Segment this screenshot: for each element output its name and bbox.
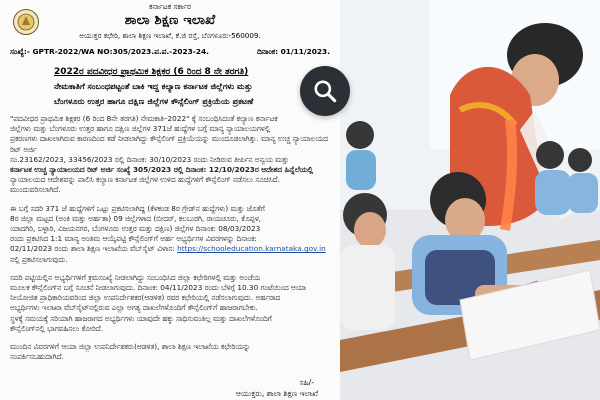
classroom-illustration	[340, 0, 600, 400]
government-title: ಕರ್ನಾಟಕ ಸರ್ಕಾರ	[149, 2, 191, 11]
body-line: ಸದರಿ ಪಟ್ಟಿಯಲ್ಲಿನ ಅಭ್ಯರ್ಥಿಗಳಿಗೆ ಕ್ರಮಸಂಖ್ಯೆ ನೀಡಲಾಗಿದ್ದು ಸಂಬಂಧಿಸಿದ ಜಿಲ್ಲಾ ಕಛೇರಿಗಳಲ್ಲಿ ಮತ್ತು ಅಂಚೆಯ	[10, 272, 261, 282]
body-line: ಸ್ಥಳಕ್ಕೆ ಸಮಯಕ್ಕೆ ಸರಿಯಾಗಿ ಹಾಜರಾಗದ ಅಭ್ಯರ್ಥಿಗಳು ಯಾವುದೇ ಹಕ್ಕು ಸಾಧಿಸುವಂತಿಲ್ಲ ಮತ್ತು ದಾಖಲೆಗಳೊಂದಿಗೆ	[10, 313, 272, 323]
body-line: ನೀಯೋಜಿತ ಪ್ರಾಧಿಕಾರಿಯವರಿಂದ ಜಿಲ್ಲಾ ಉಪನಿರ್ದೇಶಕರ(ಆಡಳಿತ) ರವರ ಕಛೇರಿಯಲ್ಲಿ ನಡೆಸಲಾಗುವುದು. ಅರ್ಹರಾದ	[10, 293, 281, 303]
body-line: ಯಾದಗಿರಿ, ಬಳ್ಳಾರಿ, ವಿಜಯನಗರ, ಬೆಂಗಳೂರು ಉತ್ತರ ಮತ್ತು ದಕ್ಷಿಣ) ಜಿಲ್ಲೆಗಳ ದಿನಾಂಕ: 08/03/2023	[10, 224, 261, 234]
subject-line-3: ಬೆಂಗಳೂರು ಉತ್ತರ ಹಾಗೂ ದಕ್ಷಿಣ ಜಿಲ್ಲೆಗಳ ಕೌನ್ಸೆಲಿಂಗ್ ಪ್ರಕ್ರಿಯೆಯ ಪ್ರಕಟಣೆ	[54, 96, 254, 106]
body-line: ಮುಂದುವರಿಸಲಾಗಿದೆ.	[10, 185, 61, 195]
body-line	[10, 244, 330, 254]
signature-title: ಆಯುಕ್ತರು, ಶಾಲಾ ಶಿಕ್ಷಣ ಇಲಾಖೆ	[235, 389, 318, 398]
subject-line-2: ನೇಮಕಾತಿಗೆ ಸಂಬಂಧಪಟ್ಟಂತೆ ಬಾಕಿ ಇದ್ದ ಕಲ್ಯಾಣ ಕರ್ನಾಟಕ ಜಿಲ್ಲೆಗಳು ಮತ್ತು	[54, 81, 253, 91]
body-line: ಮೂಲಕ ಕೌನ್ಸೆಲಿಂಗ್‌ನ ಬಗ್ಗೆ ಸೂಚನೆ ನೀಡಲಾಗುವುದು. ದಿನಾಂಕ: 04/11/2023 ರಂದು ಬೆಳಿಗ್ಗೆ 10.30 ಗಂಟೆಯಿಂದ ಆಯಾ	[10, 283, 307, 293]
body-spacer	[10, 196, 330, 204]
subject-block	[54, 67, 324, 107]
department-address: ಆಯುಕ್ತರ ಕಛೇರಿ, ಶಾಲಾ ಶಿಕ್ಷಣ ಇಲಾಖೆ, ಕೆ.ಜಿ ರಸ್ತೆ, ಬೆಂಗಳೂರು-560009.	[79, 31, 261, 40]
body-line: ಕರ್ನಾಟಕ ಉಚ್ಚ ನ್ಯಾಯಾಲಯದ ರಿಟ್ ಅರ್ಜಿ ಸಂಖ್ಯೆ 305/2023 ರಲ್ಲಿ ದಿನಾಂಕ: 12/10/2023ರ ಆದೇಶದ ಹಿನ್ನೆಲೆಯಲ್ಲಿ	[10, 165, 313, 175]
body-line: ಮುಂದಿನ ವಿವರಗಳಿಗೆ ಆಯಾ ಜಿಲ್ಲಾ ಉಪನಿರ್ದೇಶಕರು(ಆಡಳಿತ), ಶಾಲಾ ಶಿಕ್ಷಣ ಇಲಾಖೆಯ ಕಛೇರಿಯನ್ನು	[10, 342, 251, 352]
signature-note: ಸಹಿ/-	[299, 378, 314, 387]
body-line-text: 02/11/2023 ರಂದು ಶಾಲಾ ಶಿಕ್ಷಣ ಇಲಾಖೆಯ ವೆಬ್‌ಸೈಟ್ ವಿಳಾಸ:	[10, 244, 178, 254]
body-line: ಈ ಬಗ್ಗೆ ಸದರಿ 371 ಜೆ ಹುದ್ದೆಗಳಿಗೆ ಒಟ್ಟು ಪ್ರಕಟಿಸಲಾಗಿದ್ದ (ಕೆಳಕಂಡ 8ರ ಗ್ರೇಡ್‌ನ ಹುದ್ದೆಗಳು) ಮತ್ತು ಜೊತೆಗೆ	[10, 203, 265, 213]
reference-number: ಸಂಖ್ಯೆ:- GPTR-2022/WA NO:305/2023.ಪ.ಪ.-2023-24.	[10, 47, 209, 56]
body-spacer	[10, 265, 330, 273]
department-title: ಶಾಲಾ ಶಿಕ್ಷಣ ಇಲಾಖೆ	[124, 13, 216, 28]
body-line: ಸಂಪರ್ಕಿಸಬಹುದಾಗಿದೆ.	[10, 352, 64, 362]
classroom-photo	[340, 0, 600, 400]
body-line: ಸಂ.23162/2023, 33456/2023 ರಲ್ಲಿ ದಿನಾಂಕ: 30/10/2023 ರಂದು ನೀಡಿರುವ ತೀರ್ಪಿನ ಅನ್ವಯ ಮತ್ತು	[10, 154, 289, 164]
body-spacer	[10, 334, 330, 342]
subject-line-1: 2022ರ ಪದವೀಧರ ಪ್ರಾಥಮಿಕ ಶಿಕ್ಷಕರ (6 ರಿಂದ 8 ನೇ ತರಗತಿ)	[54, 67, 249, 77]
website-link[interactable]: https://schooleducation.karnataka.gov.in	[177, 244, 326, 254]
body-line: ನ್ಯಾಯಾಲಯದ ಆದೇಶವನ್ನು ಪಾಲಿಸಿ ಕಲ್ಯಾಣ ಕರ್ನಾಟಕ ಜಿಲ್ಲೆಗಳ ಉಳಿದ ಹುದ್ದೆಗಳಿಗೆ ಕೌನ್ಸೆಲಿಂಗ್ ನಡೆಸಲು ಸೂಚಿಸಿದೆ.	[10, 175, 280, 185]
document-date: ದಿನಾಂಕ: 01/11/2023.	[257, 47, 330, 56]
document-body	[10, 114, 330, 362]
body-line: ರಂದು ಪ್ರಕಟಿಸಿದ 1:1 ಮಾನ್ಯ ಅಂತಿಮ ಆಯ್ಕೆಪಟ್ಟಿ ಕೌನ್ಸೆಲಿಂಗ್‌ಗೆ ಅರ್ಹ ಅಭ್ಯರ್ಥಿಗಳ ವಿವರಗಳನ್ನು ದಿನಾಂಕ:	[10, 234, 257, 244]
body-line: 8ರ ಜಿಲ್ಲಾ ಮಟ್ಟದ (ಅಂಕಿ ಮತ್ತು ಅರ್ಹತಾ) 09 ಜಿಲ್ಲೆಗಳಾದ (ಬೀದರ್, ಕಲಬುರಗಿ, ರಾಯಚೂರು, ಕೊಪ್ಪಳ,	[10, 213, 261, 223]
body-line: ಕೌನ್ಸೆಲಿಂಗ್‌ನಲ್ಲಿ ಭಾಗವಹಿಸಲು ಕೋರಿದೆ.	[10, 323, 104, 333]
body-line: ಅಭ್ಯರ್ಥಿಗಳು ಇಲಾಖಾ ವೆಬ್‌ಸೈಟ್‌ನಲ್ಲಿರುವ ಎಲ್ಲಾ ಅಗತ್ಯ ದಾಖಲೆಗಳೊಂದಿಗೆ ಕೌನ್ಸೆಲಿಂಗ್‌ಗೆ ಹಾಜರಾಗಬೇಕು.	[10, 303, 258, 313]
body-line: ಜಿಲ್ಲೆಗಳು ಮತ್ತು ಬೆಂಗಳೂರು ಉತ್ತರ ಹಾಗೂ ದಕ್ಷಿಣ ಜಿಲ್ಲೆಗಳ 371ಜೆ ಹುದ್ದೆಗಳ ಬಗ್ಗೆ ಮಾನ್ಯ ನ್ಯಾಯಾಲಯಗಳಲ್ಲಿ	[10, 124, 271, 134]
body-line: ಪ್ರಕರಣಗಳು ದಾಖಲಾಗಿರುವ ಕಾರಣದಿಂದ ತಡೆ ನೀಡಲಾಗಿದ್ದು ಕೌನ್ಸೆಲಿಂಗ್ ಪ್ರಕ್ರಿಯೆಯನ್ನು ಮುಂದೂಡಲಾಗಿತ್ತು. ಮಾನ್ಯ ಉಚ್ಚ ನ್ಯಾಯಾಲಯದ ರಿಟ್ ಅರ್ಜಿ	[10, 134, 328, 154]
search-button[interactable]	[300, 66, 350, 116]
body-line: "ಪದವೀಧರ ಪ್ರಾಥಮಿಕ ಶಿಕ್ಷಕರ (6 ರಿಂದ 8ನೇ ತರಗತಿ) ನೇಮಕಾತಿ–2022" ಕ್ಕೆ ಸಂಬಂಧಿಸಿದಂತೆ ಕಲ್ಯಾಣ ಕರ್ನಾಟಕ	[10, 114, 278, 123]
body-line: ನಲ್ಲಿ ಪ್ರಕಟಿಸಲಾಗುವುದು.	[10, 254, 68, 264]
search-icon	[312, 78, 338, 104]
